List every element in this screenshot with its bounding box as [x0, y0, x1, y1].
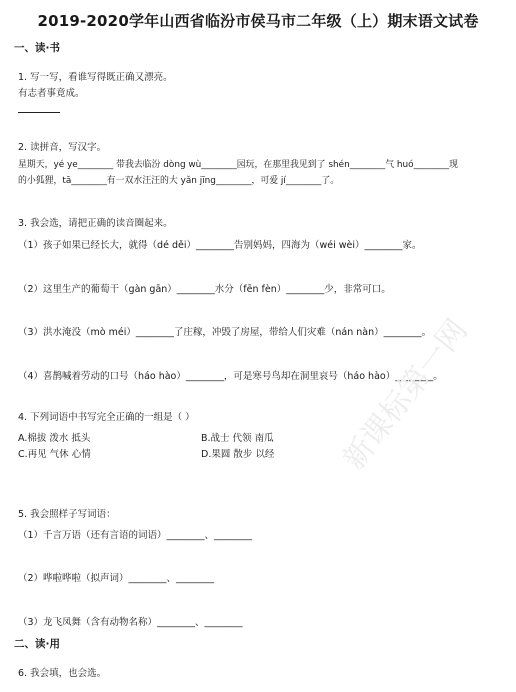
q4-option-a[interactable]: A.棉拔 泼水 抵头: [18, 433, 91, 444]
q5-prompt: 5. 我会照样子写词语：: [18, 509, 116, 520]
q5-item-1: （1）千言万语（还有言语的词语）________、________: [18, 530, 253, 541]
q1-prompt: 1. 写一写，看谁写得既正确又漂亮。: [18, 72, 173, 83]
q1-answer-line[interactable]: [18, 112, 60, 113]
q4-option-d[interactable]: D.果圆 散步 以经: [201, 449, 275, 460]
page-title: 2019-2020学年山西省临汾市侯马市二年级（上）期末语文试卷: [37, 12, 479, 30]
section-heading-1: 一、读·书: [14, 42, 60, 54]
q6-prompt: 6. 我会填，也会选。: [18, 668, 107, 679]
q3-item-1: （1）孩子如果已经长大，就得（dé děi）________告别妈妈，四海为（wéi wèi）________家。: [18, 240, 422, 251]
q2-passage-line1: 星期天，yé ye________ 带我去临汾 dòng wù________园玩，在那里我见到了 shén________气 huó________现: [18, 160, 458, 170]
q3-item-3: （3）洪水淹没（mò méi）________了庄稼，冲毁了房屋，带给人们灾难（nán nàn）________。: [18, 327, 432, 338]
q4-option-b[interactable]: B.战士 代领 南瓜: [201, 433, 274, 444]
q2-passage-line2: 的小狐狸，tā________有一双水汪汪的大 yǎn jīng________，可爱 jí________了。: [18, 176, 340, 186]
q3-item-2: （2）这里生产的葡萄干（gàn gān）________水分（fēn fèn）________少，非常可口。: [18, 284, 391, 295]
q3-item-4: （4）喜鹊喊着劳动的口号（háo hào）________，可是寒号鸟却在洞里哀号（háo hào）________。: [18, 371, 443, 382]
q4-prompt: 4. 下列词语中书写完全正确的一组是（ ）: [18, 412, 195, 423]
q1-sentence: 有志者事竟成。: [18, 88, 85, 99]
watermark-text: 新课标第一网: [336, 313, 475, 477]
q2-prompt: 2. 读拼音，写汉字。: [18, 142, 107, 153]
q4-option-c[interactable]: C.再见 气休 心情: [18, 449, 91, 460]
q5-item-2: （2）哗啦哗啦（拟声词）________、________: [18, 573, 215, 584]
section-heading-2: 二、读·用: [14, 638, 60, 650]
q5-item-3: （3）龙飞凤舞（含有动物名称）________、________: [18, 617, 243, 628]
q3-prompt: 3. 我会选，请把正确的读音圈起来。: [18, 218, 173, 229]
